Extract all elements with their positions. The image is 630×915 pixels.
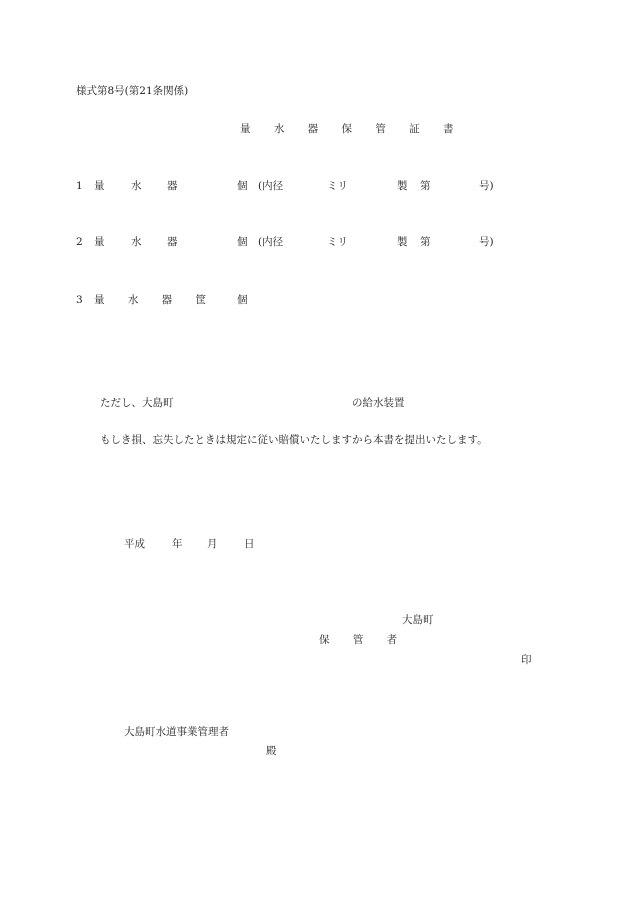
item-number: 3 [76, 294, 83, 306]
maker-label: 製 [397, 236, 408, 248]
item-name-char: 量 [94, 236, 105, 248]
custodian-town: 大島町 [402, 614, 434, 626]
item-number: 2 [76, 236, 83, 248]
serial-suffix: 号) [479, 236, 494, 248]
serial-prefix: 第 [420, 180, 431, 192]
item-number: 1 [76, 180, 83, 192]
proviso-suffix: の給水装置 [352, 397, 405, 409]
item-name-char: 量 [94, 180, 105, 192]
date-era: 平成 [124, 538, 145, 550]
item-name-char: 水 [131, 236, 142, 248]
count-unit: 個 [237, 236, 248, 248]
document-title: 量 水 器 保 管 証 書 [240, 123, 464, 135]
seal-mark: 印 [521, 654, 532, 666]
count-unit: 個 [237, 180, 248, 192]
date-day: 日 [244, 538, 255, 550]
maker-label: 製 [397, 180, 408, 192]
addressee-name: 大島町水道事業管理者 [124, 726, 229, 738]
bore-unit: ミリ [327, 180, 348, 192]
item-name: 量 水 器 筐 [94, 294, 217, 306]
proviso-prefix: ただし、大島町 [100, 397, 174, 409]
date-month: 月 [207, 538, 218, 550]
date-year: 年 [172, 538, 183, 550]
item-name-char: 器 [167, 236, 178, 248]
bore-label: (内径 [258, 180, 284, 192]
form-number: 様式第8号(第21条関係) [76, 85, 189, 97]
proviso-statement: もしき損、忘失したときは規定に従い賠償いたしますから本書を提出いたします。 [100, 434, 488, 446]
bore-unit: ミリ [327, 236, 348, 248]
count-unit: 個 [237, 294, 248, 306]
serial-prefix: 第 [420, 236, 431, 248]
addressee-honorific: 殿 [266, 745, 277, 757]
item-name-char: 水 [131, 180, 142, 192]
serial-suffix: 号) [479, 180, 494, 192]
item-name-char: 器 [167, 180, 178, 192]
bore-label: (内径 [258, 236, 284, 248]
custodian-label: 保 管 者 [319, 634, 408, 646]
